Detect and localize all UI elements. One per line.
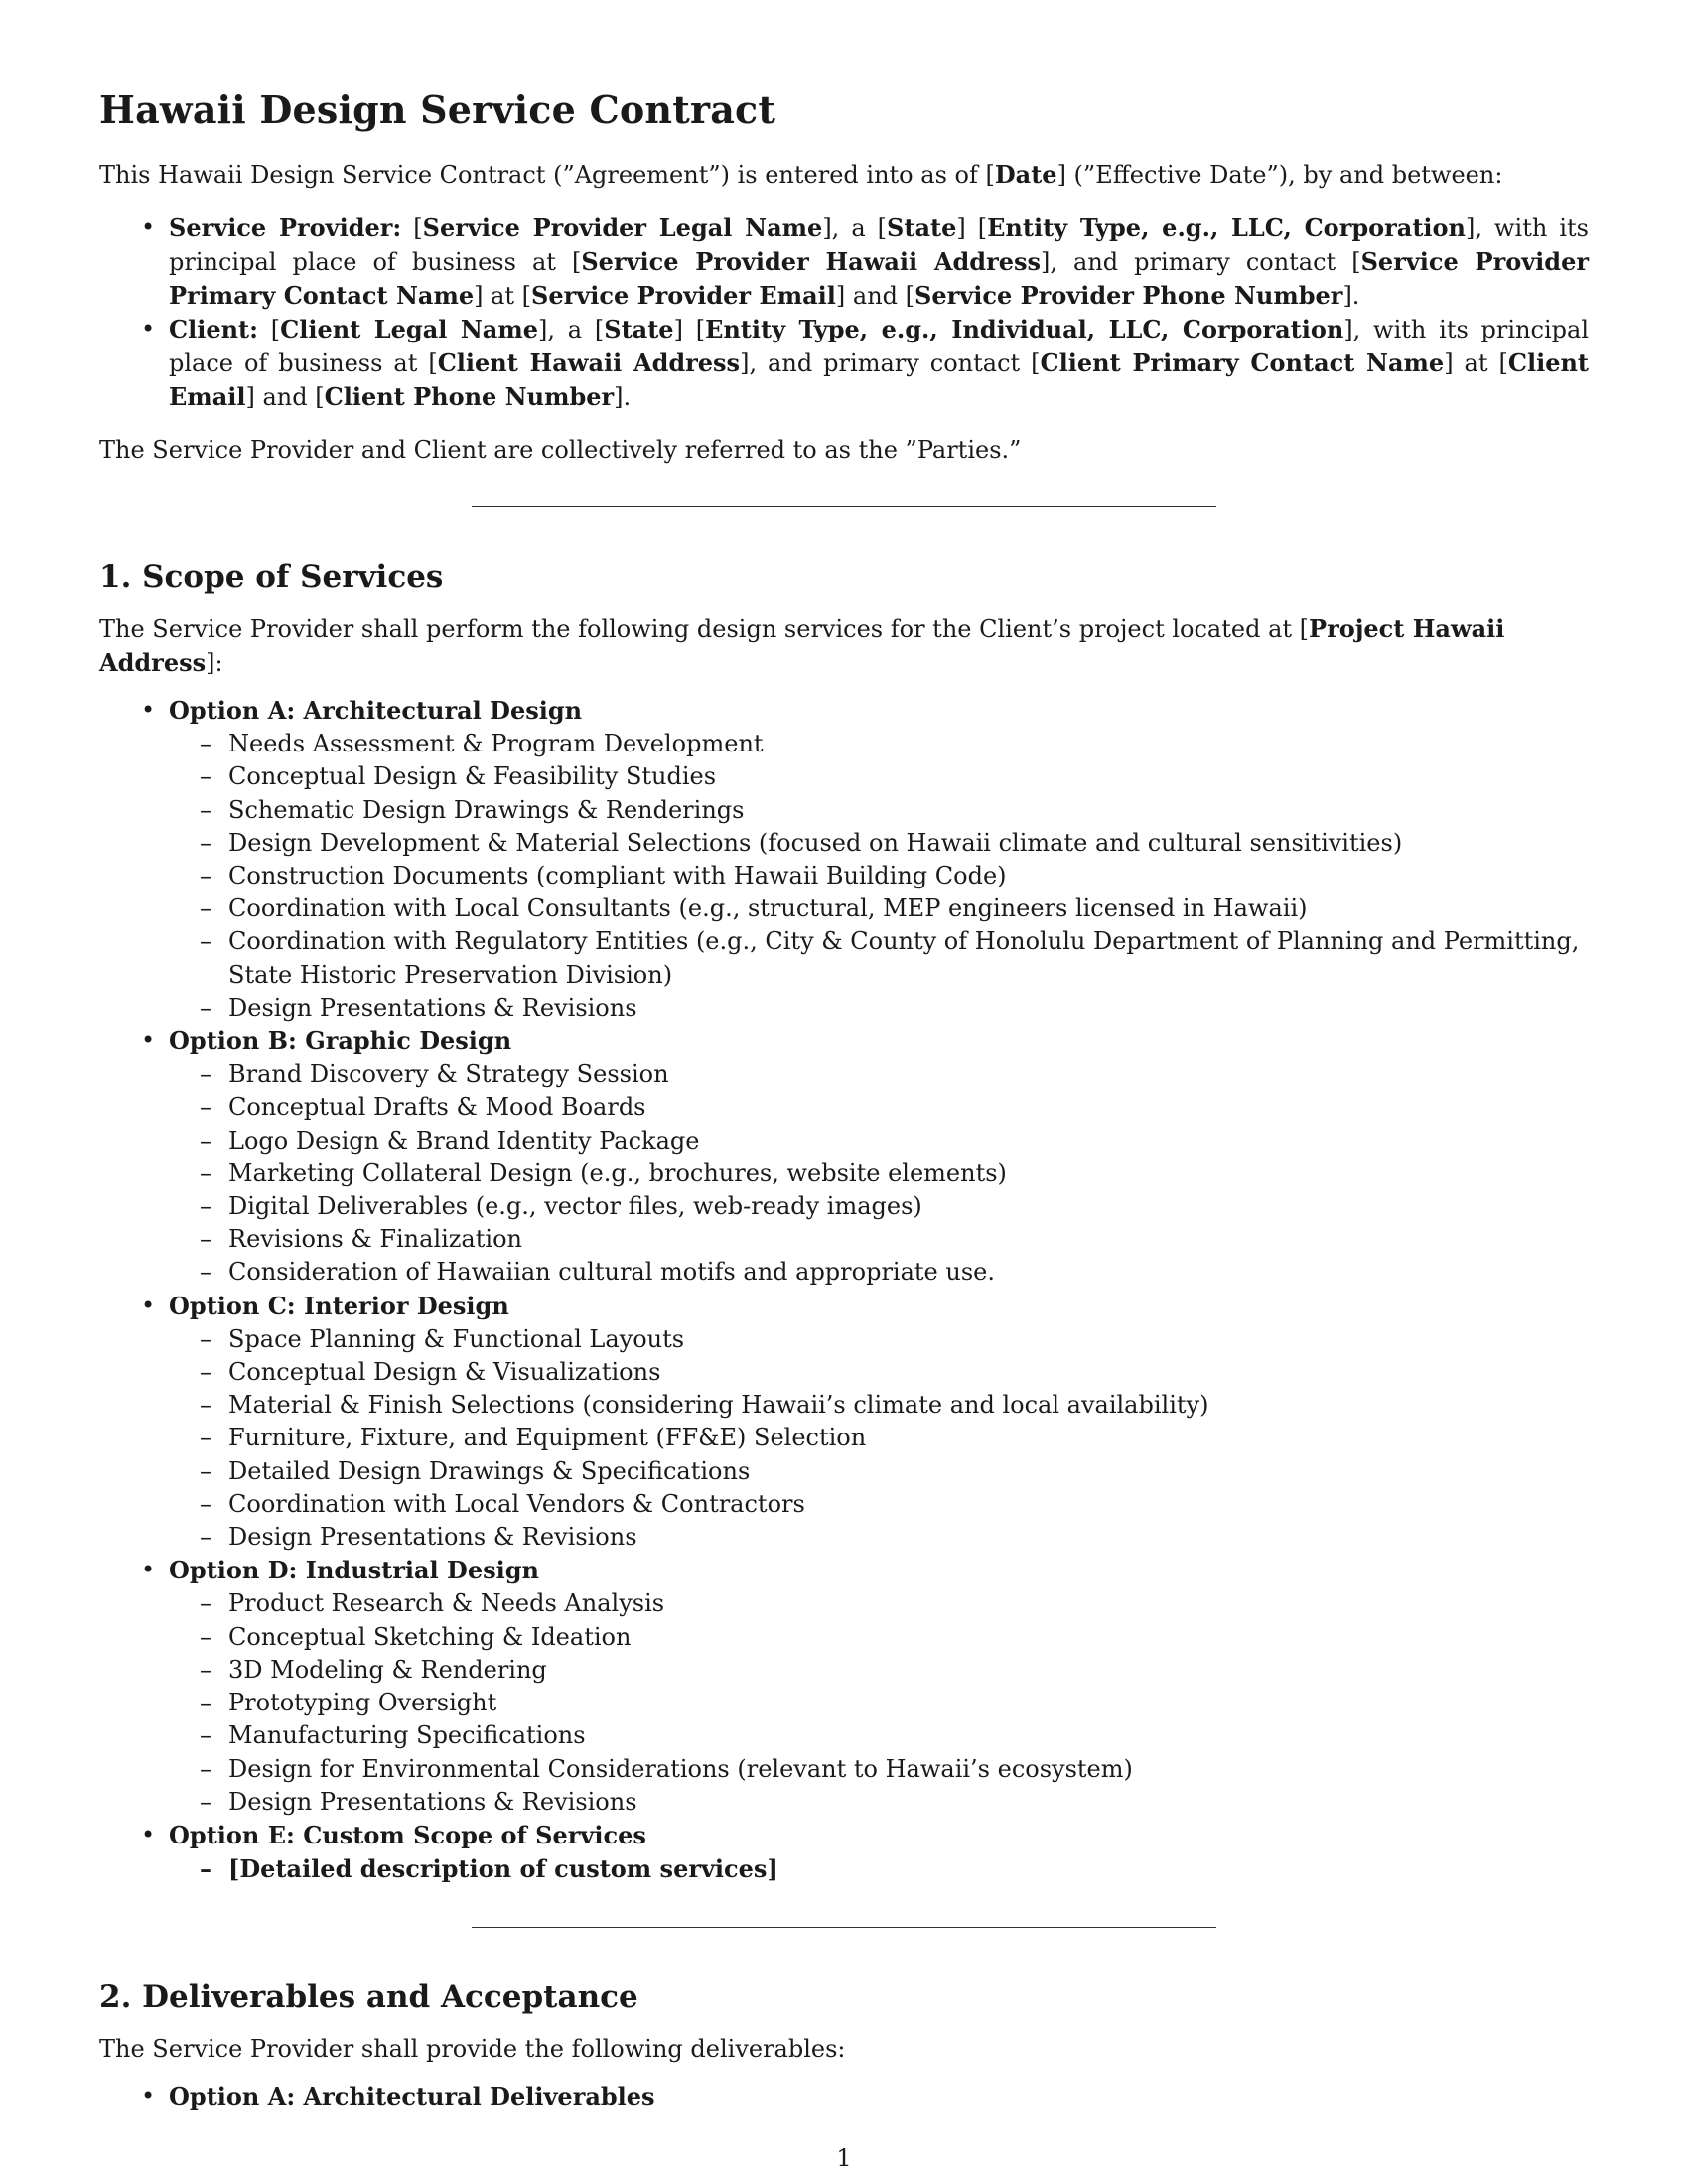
option-title: Option B: Graphic Design	[169, 1026, 512, 1056]
option-sub-item: – Product Research & Needs Analysis	[228, 1587, 1589, 1620]
option-sub-item: – Manufacturing Specifications	[228, 1719, 1589, 1752]
section-1-intro: The Service Provider shall perform the following design services for the Client’s project located at [Project Hawaii Address]:	[99, 614, 1505, 677]
option-sub-item: – Coordination with Regulatory Entities (e.g., City & County of Honolulu Department of Planning and Permitting, State Historic Preservation Division)	[228, 925, 1589, 991]
option-sub-item: – Revisions & Finalization	[228, 1223, 1589, 1256]
option-sub-item: – Coordination with Local Consultants (e.g., structural, MEP engineers licensed in Hawaii)	[228, 892, 1589, 925]
document-page	[99, 87, 1589, 2115]
option-sub-item: – Design Presentations & Revisions	[228, 1786, 1589, 1819]
option-sub-item: – Conceptual Design & Visualizations	[228, 1356, 1589, 1389]
option-item	[169, 694, 1589, 1024]
document-title: Hawaii Design Service Contract	[99, 87, 776, 132]
option-sub-item: – Material & Finish Selections (considering Hawaii’s climate and local availability)	[228, 1389, 1589, 1422]
option-sub-item: – Design Presentations & Revisions	[228, 992, 1589, 1024]
option-sub-item: – Design Presentations & Revisions	[228, 1521, 1589, 1554]
option-sub-list	[169, 1587, 1589, 1818]
deliverable-options-list	[99, 2080, 1589, 2114]
option-sub-item: – Conceptual Drafts & Mood Boards	[228, 1091, 1589, 1124]
option-title: Option A: Architectural Design	[169, 696, 583, 725]
option-sub-item: – Schematic Design Drawings & Renderings	[228, 794, 1589, 827]
option-title: Option D: Industrial Design	[169, 1556, 539, 1585]
option-title: Option C: Interior Design	[169, 1291, 509, 1320]
option-sub-list	[169, 728, 1589, 1024]
option-sub-item: – Conceptual Design & Feasibility Studies	[228, 760, 1589, 793]
option-title: Option A: Architectural Deliverables	[169, 2082, 655, 2112]
section-divider	[472, 506, 1216, 507]
option-item	[169, 2080, 1589, 2114]
option-sub-item: – Digital Deliverables (e.g., vector files, web-ready images)	[228, 1190, 1589, 1223]
option-sub-item: – 3D Modeling & Rendering	[228, 1654, 1589, 1687]
scope-options-list	[99, 694, 1589, 1885]
section-divider	[472, 1927, 1216, 1928]
option-sub-item: – Marketing Collateral Design (e.g., brochures, website elements)	[228, 1158, 1589, 1190]
option-title: Option E: Custom Scope of Services	[169, 1820, 646, 1849]
option-item	[169, 1024, 1589, 1290]
option-sub-item: – Coordination with Local Vendors & Contractors	[228, 1488, 1589, 1521]
project-address-placeholder: Project Hawaii Address	[99, 614, 1505, 677]
effective-date-placeholder: Date	[994, 160, 1057, 189]
option-sub-item: – Conceptual Sketching & Ideation	[228, 1621, 1589, 1654]
page-number: 1	[836, 2144, 852, 2172]
party-client: • Client: [Client Legal Name], a [State] [Entity Type, e.g., Individual, LLC, Corporation], with its principal place of business at [Client Hawaii Address], and primary contact [Client Primary Contact Name] at [Client Email] and [Client Phone Number].	[169, 313, 1589, 414]
party-service-provider: • Service Provider: [Service Provider Legal Name], a [State] [Entity Type, e.g., LLC, Corporation], with its principal place of business at [Service Provider Hawaii Address], and primary contact [Service Provider Primary Contact Name] at [Service Provider Email] and [Service Provider Phone Number].	[169, 211, 1589, 313]
option-sub-item: – Consideration of Hawaiian cultural motifs and appropriate use.	[228, 1256, 1589, 1289]
section-1-heading: 1. Scope of Services	[99, 559, 444, 595]
parties-list	[99, 211, 1589, 414]
option-sub-item: – Detailed Design Drawings & Specifications	[228, 1455, 1589, 1488]
option-sub-item: – Design for Environmental Considerations (relevant to Hawaii’s ecosystem)	[228, 1753, 1589, 1786]
option-sub-item: – Design Development & Material Selections (focused on Hawaii climate and cultural sensitivities)	[228, 827, 1589, 860]
section-2-intro: The Service Provider shall provide the following deliverables:	[99, 2035, 846, 2064]
option-item	[169, 1290, 1589, 1555]
option-item	[169, 1819, 1589, 1885]
parties-note: The Service Provider and Client are collectively referred to as the ”Parties.”	[99, 436, 1022, 464]
option-item	[169, 1554, 1589, 1819]
option-sub-list	[169, 1058, 1589, 1289]
option-sub-item: – Logo Design & Brand Identity Package	[228, 1125, 1589, 1158]
option-sub-item: – Furniture, Fixture, and Equipment (FF&E) Selection	[228, 1422, 1589, 1454]
option-sub-item: – Needs Assessment & Program Development	[228, 728, 1589, 760]
section-2-heading: 2. Deliverables and Acceptance	[99, 1979, 638, 2016]
option-sub-item: – Brand Discovery & Strategy Session	[228, 1058, 1589, 1091]
option-sub-item: – Space Planning & Functional Layouts	[228, 1323, 1589, 1356]
option-sub-list	[169, 1323, 1589, 1554]
intro-paragraph: This Hawaii Design Service Contract (”Agreement”) is entered into as of [Date] (”Effective Date”), by and between:	[99, 160, 1503, 189]
option-sub-item: – [Detailed description of custom services]	[228, 1852, 1589, 1885]
option-sub-list	[169, 1852, 1589, 1885]
option-sub-item: – Prototyping Oversight	[228, 1687, 1589, 1719]
option-sub-item: – Construction Documents (compliant with Hawaii Building Code)	[228, 860, 1589, 892]
